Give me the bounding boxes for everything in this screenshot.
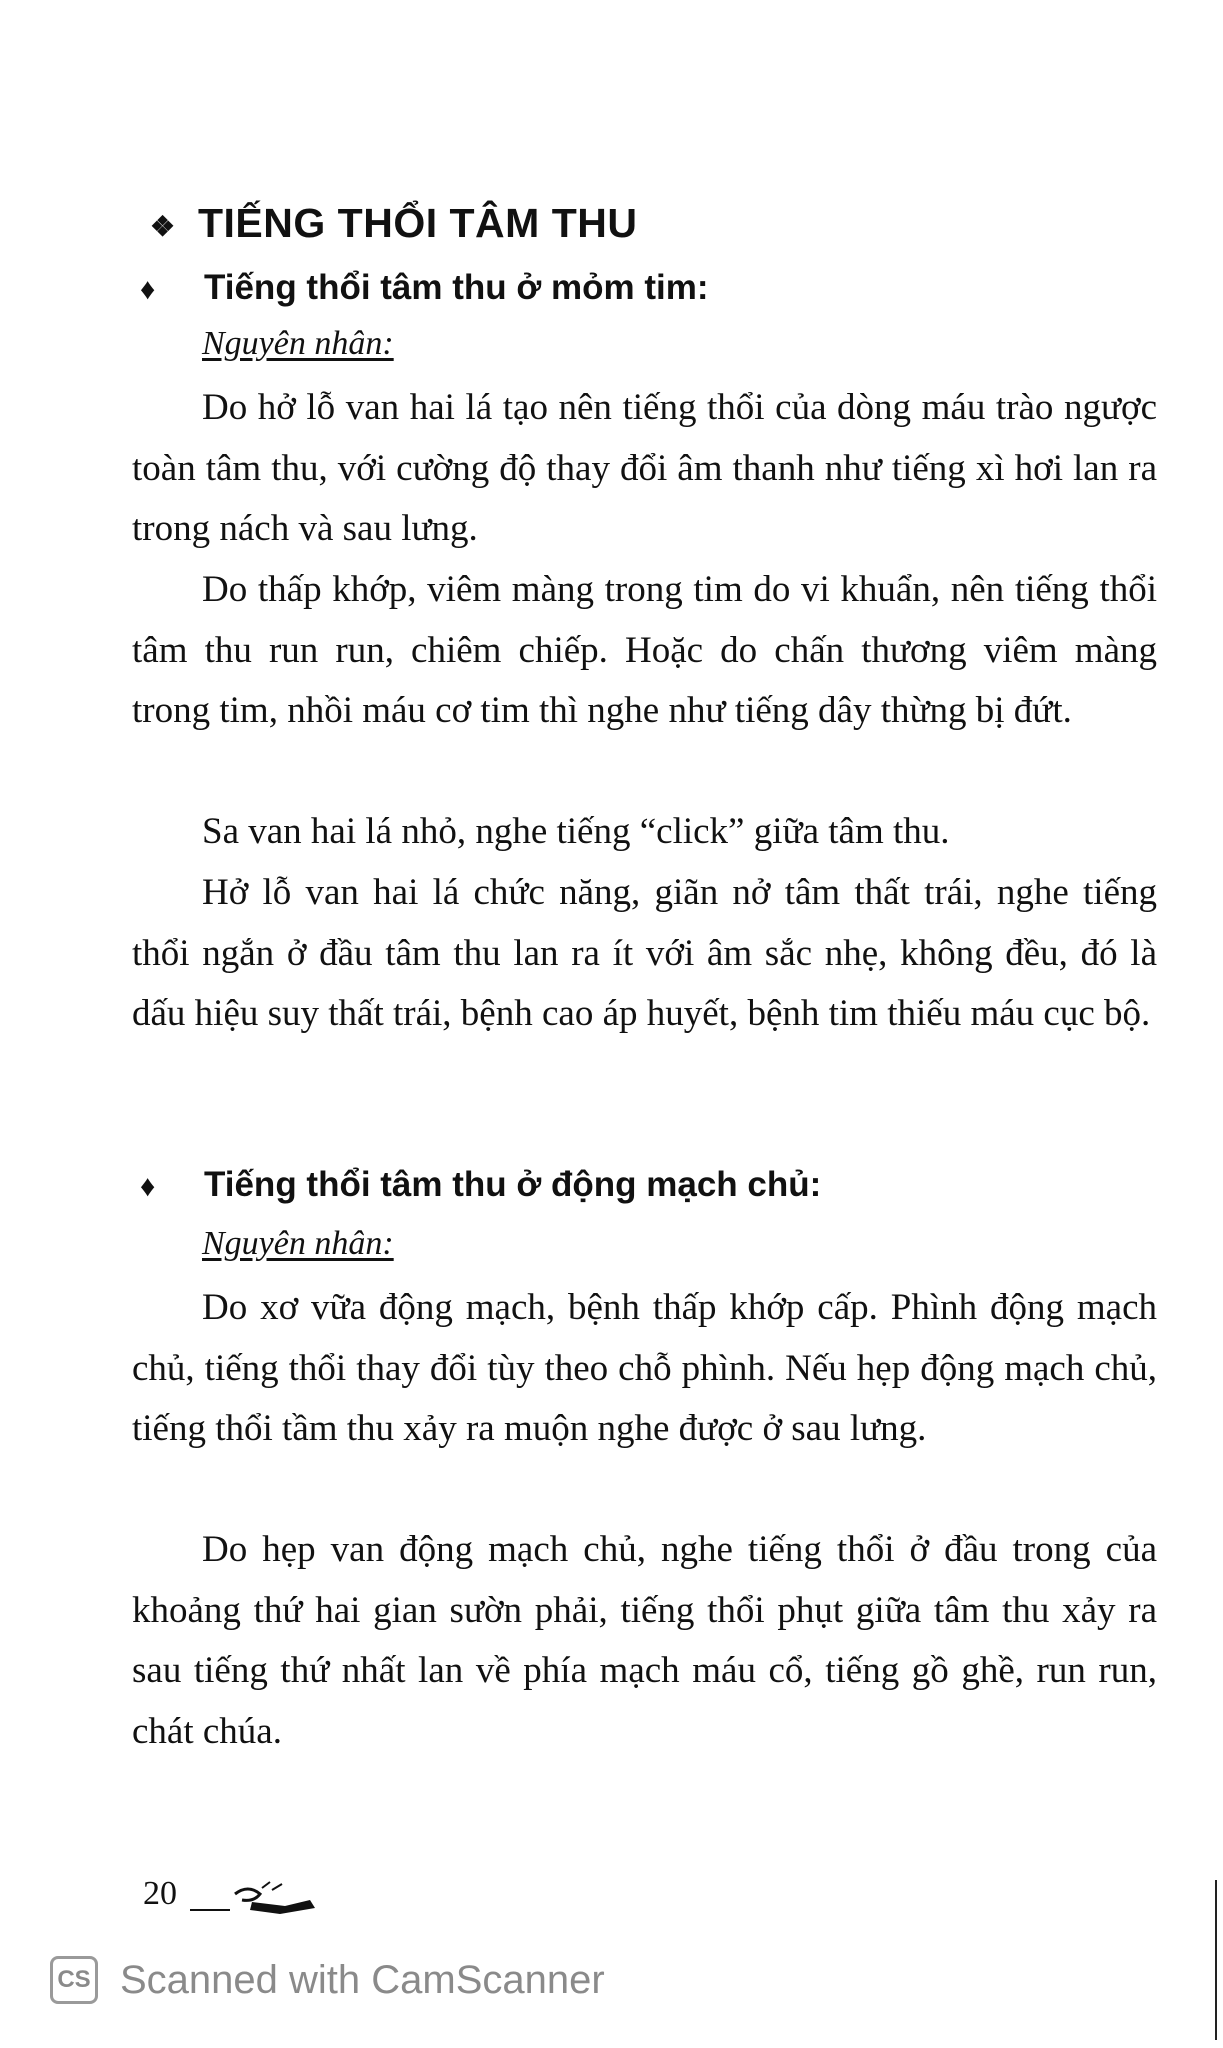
part1-cause-label: Nguyên nhân: xyxy=(202,325,394,362)
part1-paragraph-4: Hở lỗ van hai lá chức năng, giãn nở tâm thất trái, nghe tiếng thổi ngắn ở đầu tâm thu lan ra ít với âm sắc nhẹ, không đều, đó là dấu hiệu suy thất trái, bệnh cao áp huyết, bệnh tim thiếu máu cục bộ. xyxy=(132,872,1157,1034)
part2-heading xyxy=(140,1165,821,1205)
page-edge-line xyxy=(1215,1880,1217,2040)
diamond-bullet-icon: ♦ xyxy=(140,1170,156,1203)
section-bullet-icon: ❖ xyxy=(150,210,176,242)
part2-paragraph-2: Do hẹp van động mạch chủ, nghe tiếng thổi ở đầu trong của khoảng thứ hai gian sườn phải, tiếng thổi phụt giữa tâm thu xảy ra sau tiếng thứ nhất lan về phía mạch máu cổ, tiếng gồ ghề, run run, chát chúa. xyxy=(132,1529,1157,1752)
part1-paragraph-2: Do thấp khớp, viêm màng trong tim do vi khuẩn, nên tiếng thổi tâm thu run run, chiêm chiếp. Hoặc do chấn thương viêm màng trong tim, nhồi máu cơ tim thì nghe như tiếng dây thừng bị đứt. xyxy=(132,569,1157,731)
section-title: TIẾNG THỔI TÂM THU xyxy=(198,200,638,246)
part1-paragraph-3: Sa van hai lá nhỏ, nghe tiếng “click” giữa tâm thu. xyxy=(202,811,950,852)
watermark-text: Scanned with CamScanner xyxy=(120,1957,605,2002)
part1-paragraph-1: Do hở lỗ van hai lá tạo nên tiếng thổi của dòng máu trào ngược toàn tâm thu, với cường độ thay đổi âm thanh như tiếng xì hơi lan ra trong nách và sau lưng. xyxy=(132,387,1157,549)
camscanner-logo-icon: CS xyxy=(50,1956,98,2004)
diamond-bullet-icon: ♦ xyxy=(140,273,156,306)
part1-heading xyxy=(140,268,709,308)
part1-heading-text: Tiếng thổi tâm thu ở mỏm tim: xyxy=(204,268,709,307)
camscanner-watermark xyxy=(50,1950,605,2010)
footer-ornament-icon xyxy=(190,1880,340,1920)
section-heading xyxy=(150,200,637,247)
part2-cause-label: Nguyên nhân: xyxy=(202,1225,394,1262)
page-number: 20 xyxy=(143,1875,177,1912)
part2-heading-text: Tiếng thổi tâm thu ở động mạch chủ: xyxy=(204,1165,822,1204)
part2-paragraph-1: Do xơ vữa động mạch, bệnh thấp khớp cấp. Phình động mạch chủ, tiếng thổi thay đổi tùy theo chỗ phình. Nếu hẹp động mạch chủ, tiếng thổi tầm thu xảy ra muộn nghe được ở sau lưng. xyxy=(132,1287,1157,1449)
